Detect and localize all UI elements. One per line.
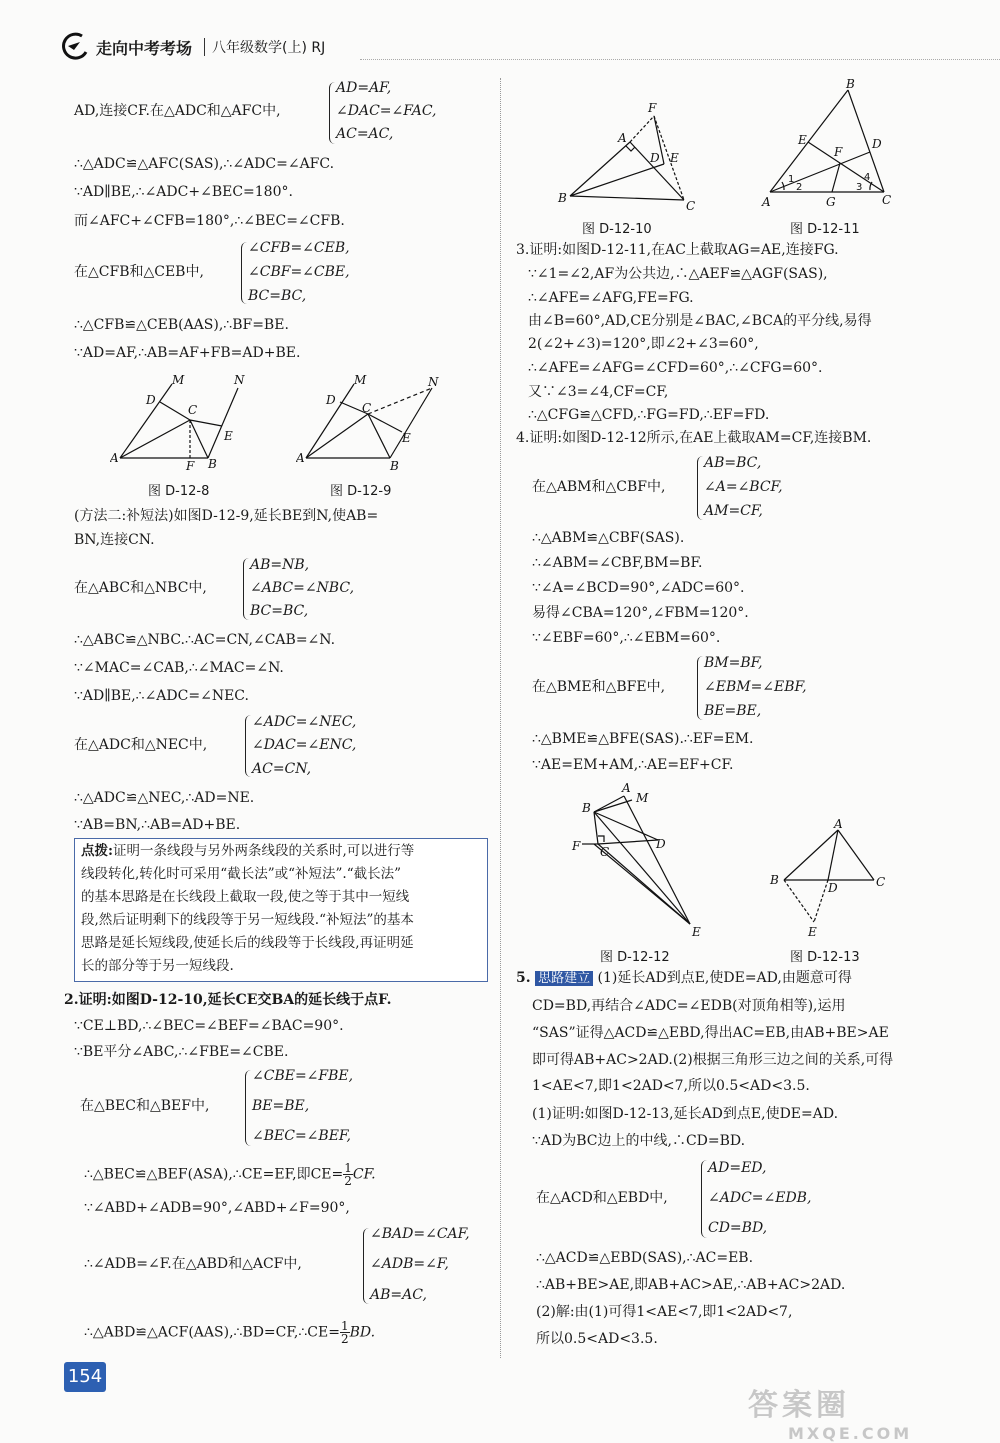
tip-text: 长的部分等于另一短线段. <box>81 958 234 974</box>
figure-caption: 图 D-12-12 <box>600 950 670 965</box>
text-line: 在△ABM和△CBF中, <box>532 479 666 495</box>
text-line: BE=BE, <box>252 1098 310 1114</box>
figure-caption: 图 D-12-9 <box>330 484 392 499</box>
text-line: AC=AC, <box>336 126 394 142</box>
watermark-text: 答案圈 <box>748 1388 850 1423</box>
text-line: ∵∠A=∠BCD=90°,∠ADC=60°. <box>532 580 745 596</box>
label-a: A <box>834 818 843 831</box>
text-line: ∵CE⊥BD,∴∠BEC=∠BEF=∠BAC=90°. <box>74 1018 344 1034</box>
problem-2-heading: 2.证明:如图D-12-10,延长CE交BA的延长线于点F. <box>64 992 392 1008</box>
figure-caption: 图 D-12-10 <box>582 222 652 237</box>
text-line: BC=BC, <box>248 288 307 304</box>
label-b: B <box>770 873 779 887</box>
label-g: G <box>826 195 836 209</box>
label-e: E <box>692 925 701 938</box>
figure-caption: 图 D-12-13 <box>790 950 860 965</box>
text-line: ∵∠1=∠2,AF为公共边,∴△AEF≌△AGF(SAS), <box>528 266 828 282</box>
label-d: D <box>326 393 336 407</box>
book-subtitle: 八年级数学(上) RJ <box>212 40 326 56</box>
label-n: N <box>234 373 245 387</box>
label-b: B <box>208 457 217 471</box>
text-line: (1)延长AD到点E,使DE=AD,由题意可得 <box>597 970 852 986</box>
text-line: 即可得AB+AC>2AD.(2)根据三角形三边之间的关系,可得 <box>532 1052 894 1068</box>
label-c: C <box>876 875 886 889</box>
text-line: AB=AC, <box>370 1287 427 1303</box>
text-line: AB=NB, <box>250 557 310 573</box>
text-line: CF. <box>352 1166 376 1183</box>
watermark-url: MXQE.COM <box>788 1424 913 1443</box>
text-line: ∵AE=EM+AM,∴AE=EF+CF. <box>532 757 734 773</box>
text-line: ∴△ADC≌△AFC(SAS),∴∠ADC=∠AFC. <box>74 156 335 172</box>
text-line: ∠ABC=∠NBC, <box>250 580 355 596</box>
text-line: 2(∠2+∠3)=120°,即∠2+∠3=60°, <box>528 336 759 352</box>
brace-icon <box>363 1228 369 1304</box>
text-line: AM=CF, <box>704 503 763 519</box>
figure-d-12-8 <box>110 372 250 472</box>
text-line: BE=BE, <box>704 703 762 719</box>
page-number: 154 <box>64 1362 106 1392</box>
label-f: F <box>648 101 657 115</box>
angle-4: 4 <box>864 172 871 183</box>
label-b: B <box>390 459 399 472</box>
figure-d-12-9 <box>296 372 446 472</box>
label-a: A <box>296 451 305 465</box>
text-line: 在△ACD和△EBD中, <box>536 1190 668 1206</box>
text-line: 易得∠CBA=120°,∠FBM=120°. <box>532 605 749 621</box>
text-line: CD=BD,再结合∠ADC=∠EDB(对顶角相等),运用 <box>532 998 846 1014</box>
text-line: ∵AB=BN,∴AB=AD+BE. <box>74 817 241 833</box>
label-d: D <box>146 393 156 407</box>
text-line: (方法二:补短法)如图D-12-9,延长BE到N,使AB= <box>74 508 379 524</box>
text-line: CD=BD, <box>708 1220 768 1236</box>
text-line: ∴△ACD≌△EBD(SAS),∴AC=EB. <box>536 1250 754 1266</box>
label-a: A <box>618 131 627 145</box>
text-line: AD=ED, <box>708 1160 767 1176</box>
label-f: F <box>186 459 195 472</box>
label-c: C <box>686 199 696 211</box>
label-a: A <box>110 451 119 465</box>
text-line: ∴∠AFE=∠AFG=∠CFD=60°,∴∠CFG=60°. <box>528 360 823 376</box>
text-line: ∠ADC=∠EDB, <box>708 1190 812 1206</box>
label-m: M <box>354 373 367 387</box>
brand-logo-icon <box>60 32 90 60</box>
header-divider <box>204 38 205 56</box>
watermark-logo <box>748 1380 988 1443</box>
angle-1: 1 <box>788 174 795 185</box>
text-line: ∴AB+BE>AE,即AB+AC>AE,∴AB+AC>2AD. <box>536 1277 846 1293</box>
tip-text: 段,然后证明剩下的线段等于另一短线段.“补短法”的基本 <box>81 912 414 928</box>
label-c: C <box>600 845 610 859</box>
brace-icon <box>241 242 247 304</box>
brace-icon <box>697 456 703 520</box>
text-line: ∠CBE=∠FBE, <box>252 1068 354 1084</box>
text-line: BN,连接CN. <box>74 532 155 548</box>
text-line: ∴△ABC≌△NBC.∴AC=CN,∠CAB=∠N. <box>74 632 336 648</box>
label-f: F <box>834 145 843 159</box>
label-d: D <box>650 151 660 165</box>
text-line: 由∠B=60°,AD,CE分别是∠BAC,∠BCA的平分线,易得 <box>528 313 872 329</box>
text-line: AD=AF, <box>336 80 392 96</box>
text-line: AC=CN, <box>252 761 312 777</box>
label-e: E <box>798 133 807 147</box>
text-line: ∠ADB=∠F, <box>370 1256 449 1272</box>
label-f: F <box>572 839 581 853</box>
text-line: BM=BF, <box>704 655 763 671</box>
text-line: 而∠AFC+∠CFB=180°,∴∠BEC=∠CFB. <box>74 213 345 229</box>
problem-3-heading: 3.证明:如图D-12-11,在AC上截取AG=AE,连接FG. <box>516 242 839 258</box>
label-c: C <box>188 403 198 417</box>
brand-title: 走向中考考场 <box>96 39 193 58</box>
label-m: M <box>636 791 649 805</box>
text-line: ∴∠ADB=∠F.在△ABD和△ACF中, <box>84 1256 302 1272</box>
figure-d-12-10 <box>556 96 706 211</box>
text-line: 1<AE<7,即1<2AD<7,所以0.5<AD<3.5. <box>532 1078 810 1094</box>
text-line: ∵AD∥BE,∴∠ADC=∠NEC. <box>74 688 249 704</box>
text-line: ∵BE平分∠ABC,∴∠FBE=∠CBE. <box>74 1044 289 1060</box>
text-line: 在△BME和△BFE中, <box>532 679 666 695</box>
text-line: ∴△ABM≌△CBF(SAS). <box>532 530 685 546</box>
label-e: E <box>808 925 817 939</box>
text-line: ∵∠MAC=∠CAB,∴∠MAC=∠N. <box>74 660 284 676</box>
label-b: B <box>846 78 855 91</box>
brace-icon <box>245 1070 251 1146</box>
text-line: ∠ADC=∠NEC, <box>252 714 357 730</box>
text-line: AD,连接CF.在△ADC和△AFC中, <box>74 103 281 119</box>
tip-text: 线段转化,转化时可采用“截长法”或“补短法”.“截长法” <box>81 866 401 882</box>
brace-icon <box>701 1160 707 1238</box>
tip-text: 思路是延长短线段,使延长后的线段等于长线段,再证明延 <box>81 935 414 951</box>
label-e: E <box>224 429 233 443</box>
text-line: ∴△BEC≌△BEF(ASA),∴CE=EF,即CE= <box>84 1166 344 1183</box>
text-line: “SAS”证得△ACD≌△EBD,得出AC=EB,由AB+BE>AE <box>532 1025 889 1041</box>
label-e: E <box>670 151 679 165</box>
figure-d-12-11 <box>758 78 908 210</box>
text-line: 在△BEC和△BEF中, <box>80 1098 210 1114</box>
label-b: B <box>582 801 591 815</box>
text-line: ∵∠ABD+∠ADB=90°,∠ABD+∠F=90°, <box>84 1200 350 1216</box>
brace-icon <box>697 656 703 720</box>
label-c: C <box>362 401 372 415</box>
approach-tag: 思路建立 <box>535 971 593 986</box>
text-line: ∠BEC=∠BEF, <box>252 1128 351 1144</box>
label-d: D <box>872 137 882 151</box>
text-line: ∵∠EBF=60°,∴∠EBM=60°. <box>532 630 721 646</box>
text-line: ∠EBM=∠EBF, <box>704 679 807 695</box>
text-line: 在△ADC和△NEC中, <box>74 737 208 753</box>
text-line: ∴∠AFE=∠AFG,FE=FG. <box>528 290 694 306</box>
figure-caption: 图 D-12-8 <box>148 484 210 499</box>
problem-4-heading: 4.证明:如图D-12-12所示,在AE上截取AM=CF,连接BM. <box>516 430 872 446</box>
text-line: ∠CFB=∠CEB, <box>248 240 350 256</box>
label-m: M <box>172 373 185 387</box>
text-line: AB=BC, <box>704 455 762 471</box>
label-d: D <box>656 837 666 851</box>
label-b: B <box>558 191 567 205</box>
text-line: ∠CBF=∠CBE, <box>248 264 350 280</box>
text-line: ∠A=∠BCF, <box>704 479 783 495</box>
text-line: 在△ABC和△NBC中, <box>74 580 207 596</box>
tip-label: 点拨: <box>81 843 113 859</box>
fraction-half: $\frac{1}{2}$ <box>344 1161 352 1188</box>
label-c: C <box>882 193 892 207</box>
text-line: ∴∠ABM=∠CBF,BM=BF. <box>532 555 703 571</box>
text-line: ∠DAC=∠FAC, <box>336 103 437 119</box>
text-line: ∠BAD=∠CAF, <box>370 1226 470 1242</box>
tip-text: 证明一条线段与另外两条线段的关系时,可以进行等 <box>112 843 415 859</box>
page-header <box>60 32 960 62</box>
text-line: ∵AD=AF,∴AB=AF+FB=AD+BE. <box>74 345 301 361</box>
label-d: D <box>828 881 838 895</box>
label-e: E <box>402 431 411 445</box>
figure-d-12-13 <box>766 818 896 940</box>
angle-3: 3 <box>856 182 863 193</box>
problem-5-number: 5. <box>516 970 531 986</box>
text-line: 所以0.5<AD<3.5. <box>536 1331 658 1347</box>
text-line: ∴△ABD≌△ACF(AAS),∴BD=CF,∴CE= <box>84 1324 340 1341</box>
text-line: ∴△CFB≌△CEB(AAS),∴BF=BE. <box>74 317 289 333</box>
figure-d-12-12 <box>568 778 718 938</box>
brace-icon <box>329 82 335 144</box>
text-line: 又∵∠3=∠4,CF=CF, <box>528 384 669 400</box>
text-line: ∴△CFG≌△CFD,∴FG=FD,∴EF=FD. <box>528 407 770 423</box>
brace-icon <box>243 558 249 620</box>
text-line: ∴△BME≌△BFE(SAS).∴EF=EM. <box>532 731 754 747</box>
figure-caption: 图 D-12-11 <box>790 222 860 237</box>
text-line: ∵AD为BC边上的中线,∴CD=BD. <box>532 1133 746 1149</box>
header-rule <box>360 59 1000 60</box>
fraction-half: $\frac{1}{2}$ <box>340 1319 349 1346</box>
text-line: ∠DAC=∠ENC, <box>252 737 357 753</box>
label-a: A <box>622 781 631 795</box>
angle-2: 2 <box>796 182 803 193</box>
text-line: 在△CFB和△CEB中, <box>74 264 204 280</box>
text-line: ∵AD∥BE,∴∠ADC+∠BEC=180°. <box>74 184 293 200</box>
text-line: BD. <box>349 1324 376 1341</box>
label-a: A <box>762 195 771 209</box>
text-line: (1)证明:如图D-12-13,延长AD到点E,使DE=AD. <box>532 1106 839 1122</box>
text-line: ∴△ADC≌△NEC,∴AD=NE. <box>74 790 255 806</box>
label-n: N <box>428 375 439 389</box>
text-line: (2)解:由(1)可得1<AE<7,即1<2AD<7, <box>536 1304 793 1320</box>
text-line: BC=BC, <box>250 603 309 619</box>
column-divider <box>500 78 502 1358</box>
tip-box <box>74 838 488 982</box>
tip-text: 的基本思路是在长线段上截取一段,使之等于其中一短线 <box>81 889 410 905</box>
brace-icon <box>245 715 251 777</box>
